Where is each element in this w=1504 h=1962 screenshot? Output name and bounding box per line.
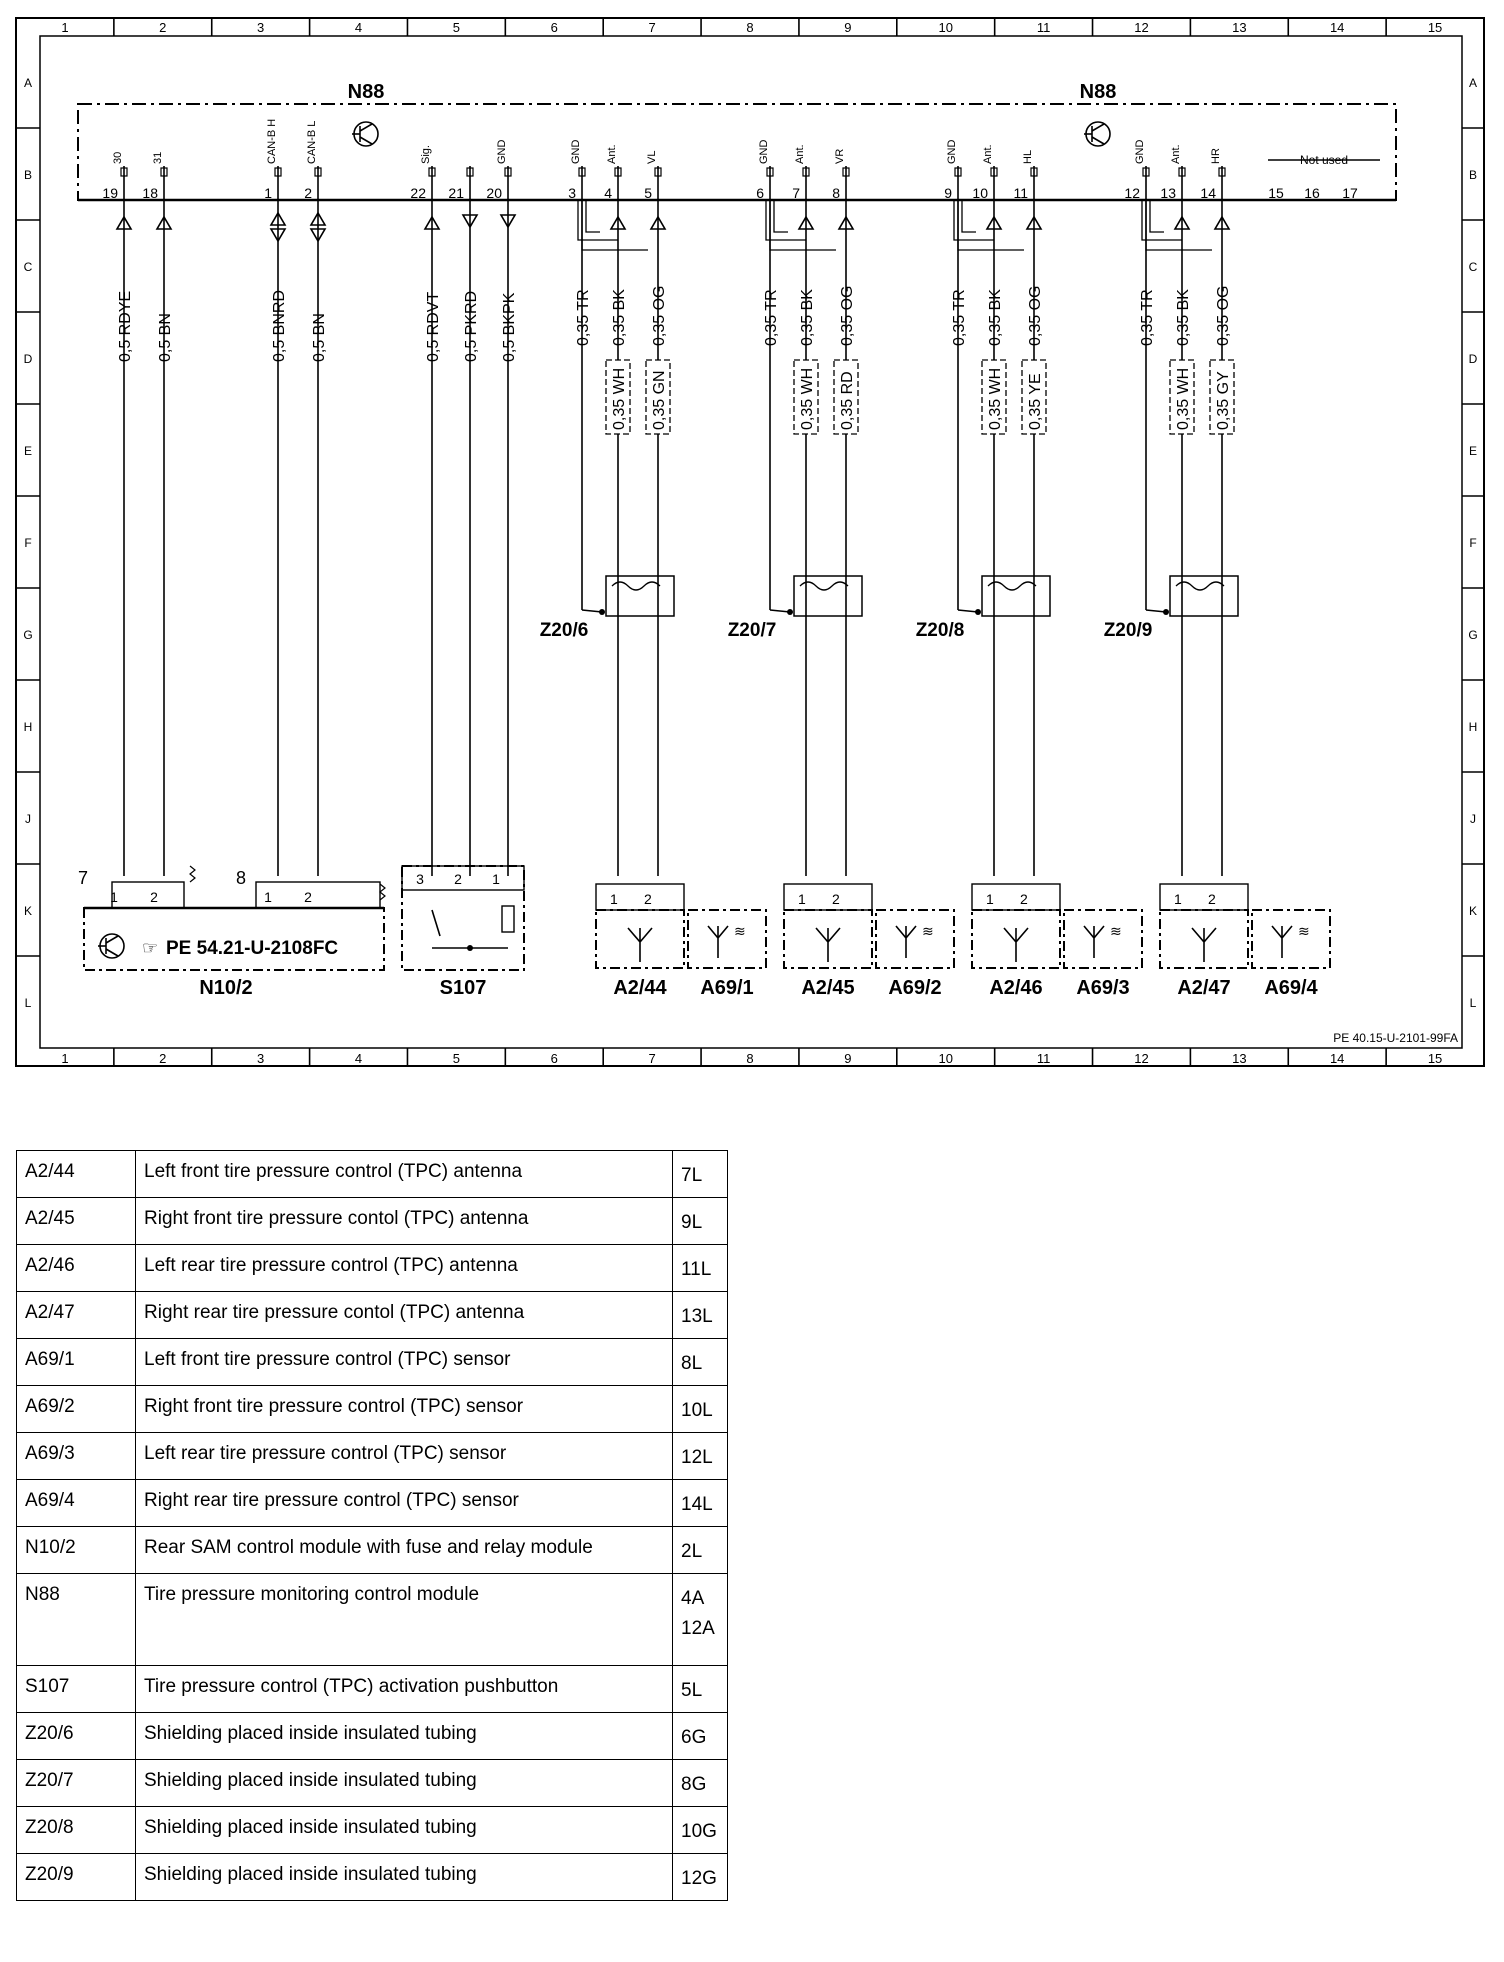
antenna-label: A2/46 (989, 977, 1043, 999)
legend-description: Rear SAM control module with fuse and relay module (136, 1527, 673, 1574)
n10-2-module (78, 866, 385, 999)
wire-shield-drain (582, 610, 602, 612)
pin-number: 10 (972, 185, 988, 201)
transistor-lead (1092, 137, 1104, 144)
connector-housing (112, 882, 184, 908)
legend-row (17, 1480, 728, 1527)
insulated-tubing (794, 576, 862, 616)
grid-location: 5L (681, 1680, 703, 1701)
wire-label: 0,35 WH (799, 367, 816, 430)
pin-terminal-label: VR (834, 148, 846, 164)
s107-label: S107 (439, 977, 487, 999)
wire-label: 0,5 RDYE (117, 290, 134, 362)
wire-label: 0,35 OG (651, 285, 668, 346)
wire-harness (102, 119, 1358, 876)
shield-ground-dot (975, 609, 981, 615)
grid-column-label: 9 (844, 20, 852, 35)
s107-switch (402, 866, 524, 999)
pin-terminal-label: 31 (152, 151, 164, 164)
wire-label: 0,35 WH (1175, 367, 1192, 430)
grid-column-label: 3 (257, 1051, 265, 1066)
legend-row (17, 1760, 728, 1807)
transistor-lead (360, 137, 372, 144)
wire-label: 0,35 BK (611, 289, 628, 346)
legend-code: A69/1 (17, 1339, 136, 1386)
sensor-label: A69/1 (700, 977, 754, 999)
legend-description: Tire pressure monitoring control module (136, 1574, 673, 1666)
grid-row-label: A (1468, 76, 1478, 90)
unused-pin-number: 17 (1342, 185, 1358, 201)
antenna-icon (1004, 928, 1028, 962)
legend-location (673, 1807, 728, 1854)
pin-number: 5 (644, 185, 652, 201)
legend-code: N10/2 (17, 1527, 136, 1574)
legend-location (673, 1245, 728, 1292)
grid-column-label: 15 (1427, 20, 1443, 35)
grid-column-label: 2 (159, 20, 167, 35)
grid-row-label: K (23, 904, 33, 918)
grid-column-label: 14 (1329, 1051, 1345, 1066)
insulated-tubing (982, 576, 1050, 616)
legend-location (673, 1854, 728, 1901)
pin-terminal-label: Ant. (982, 144, 994, 164)
wire-label: 0,35 TR (1139, 289, 1156, 346)
legend-code: A69/2 (17, 1386, 136, 1433)
pin-number: 18 (142, 185, 158, 201)
grid-column-label: 4 (354, 20, 363, 35)
legend-code: A2/45 (17, 1198, 136, 1245)
legend-description: Tire pressure control (TPC) activation pushbutton (136, 1666, 673, 1713)
shield-label: Z20/9 (1103, 620, 1153, 641)
grid-row-label: B (1468, 168, 1478, 182)
n88-label: N88 (347, 81, 385, 103)
grid-column-label: 1 (61, 1051, 69, 1066)
wire-label: 0,35 BK (799, 289, 816, 346)
legend-row (17, 1245, 728, 1292)
pin-number: 22 (410, 185, 426, 201)
grid-column-label: 12 (1134, 1051, 1149, 1066)
grid-column-label: 11 (1036, 1051, 1051, 1066)
legend-description: Right rear tire pressure control (TPC) sensor (136, 1480, 673, 1527)
insulated-tubing (606, 576, 674, 616)
pin-terminal-label: CAN-B H (266, 118, 278, 164)
shield-label: Z20/6 (539, 620, 589, 641)
grid-column-label: 10 (938, 1051, 953, 1066)
wire-label: 0,35 TR (951, 289, 968, 346)
grid-row-label: C (1468, 260, 1478, 274)
wire-shield-drain (770, 610, 790, 612)
legend-row (17, 1807, 728, 1854)
legend-location (673, 1151, 728, 1198)
pin-number: 1 (110, 889, 118, 905)
sensor-component (1252, 910, 1330, 999)
legend-row (17, 1854, 728, 1901)
grid-row-label: G (1468, 628, 1478, 642)
unused-pin-number: 16 (1304, 185, 1320, 201)
sensor-component (1064, 910, 1142, 999)
sensor-antenna-icon (896, 926, 916, 958)
legend-description: Left front tire pressure control (TPC) antenna (136, 1151, 673, 1198)
pin-number: 2 (454, 871, 462, 887)
sensor-label: A69/2 (888, 977, 942, 999)
grid-row-label: F (24, 536, 32, 550)
pin-number: 1 (986, 891, 994, 907)
grid-row-label: K (1468, 904, 1478, 918)
wave-icon: ≋ (922, 923, 934, 939)
grid-row-label: E (1468, 444, 1478, 458)
pin-number: 19 (102, 185, 118, 201)
pin-terminal-label: GND (758, 139, 770, 164)
pin-terminal-label: Ant. (794, 144, 806, 164)
pin-number: 20 (486, 185, 502, 201)
legend-code: S107 (17, 1666, 136, 1713)
sensor-label: A69/3 (1076, 977, 1130, 999)
antenna-icon (1192, 928, 1216, 962)
wave-icon: ≋ (1110, 923, 1122, 939)
transistor-lead (1092, 124, 1104, 131)
transistor-lead (360, 124, 372, 131)
grid-location: 8L (681, 1353, 703, 1374)
legend-row (17, 1198, 728, 1245)
legend-description: Shielding placed inside insulated tubing (136, 1760, 673, 1807)
sensor-component (876, 910, 954, 999)
grid-row-label: A (23, 76, 33, 90)
legend-location (673, 1574, 728, 1666)
junction-dot (467, 945, 473, 951)
grid-column-label: 13 (1232, 20, 1247, 35)
grid-location: 14L (681, 1494, 713, 1515)
antenna-icon (628, 928, 652, 962)
pin-number: 9 (944, 185, 952, 201)
pin-terminal-label: GND (496, 139, 508, 164)
connector-number: 7 (78, 868, 89, 888)
grid-location: 4A (681, 1588, 705, 1609)
pin-terminal-label: GND (570, 139, 582, 164)
tubing-wave (612, 582, 660, 590)
wave-icon: ≋ (1298, 923, 1310, 939)
pin-terminal-label: Ant. (606, 144, 618, 164)
grid-row-label: B (23, 168, 33, 182)
grid-column-label: 7 (648, 20, 656, 35)
pin-terminal-label: HR (1210, 148, 1222, 164)
pin-terminal-label: GND (1134, 139, 1146, 164)
grid-location: 12G (681, 1868, 717, 1889)
legend-description: Shielding placed inside insulated tubing (136, 1713, 673, 1760)
grid-row-label: G (23, 628, 33, 642)
legend-description: Shielding placed inside insulated tubing (136, 1807, 673, 1854)
wave-icon: ≋ (734, 923, 746, 939)
pin-terminal-label: 30 (112, 151, 124, 164)
grid-column-label: 6 (550, 1051, 558, 1066)
sensor-component (688, 910, 766, 999)
tubing-wave (1176, 582, 1224, 590)
grid-column-label: 2 (159, 1051, 167, 1066)
grid-column-label: 12 (1134, 20, 1149, 35)
legend-location (673, 1713, 728, 1760)
legend-row (17, 1433, 728, 1480)
pin-number: 11 (1013, 185, 1028, 201)
legend-location (673, 1339, 728, 1386)
wire-label: 0,5 BNRD (271, 289, 288, 362)
sensor-box (1064, 910, 1142, 968)
tubing-wave (800, 582, 848, 590)
unused-pin-number: 15 (1268, 185, 1284, 201)
legend-code: A2/44 (17, 1151, 136, 1198)
pin-number: 2 (1020, 891, 1028, 907)
grid-column-label: 6 (550, 20, 558, 35)
wire-label: 0,35 OG (1215, 285, 1232, 346)
legend-row (17, 1292, 728, 1339)
sensor-box (1252, 910, 1330, 968)
wire-label: 0,5 RDVT (425, 291, 442, 362)
legend-code: A69/4 (17, 1480, 136, 1527)
shield-ground-dot (599, 609, 605, 615)
pin-terminal-label: VL (646, 150, 658, 164)
component-legend-table (16, 1150, 728, 1901)
legend-code: N88 (17, 1574, 136, 1666)
wire-label: 0,35 BK (987, 289, 1004, 346)
transistor-lead (106, 936, 118, 943)
legend-code: A2/47 (17, 1292, 136, 1339)
wire-label: 0,35 WH (611, 367, 628, 430)
legend-description: Right front tire pressure contol (TPC) antenna (136, 1198, 673, 1245)
legend-location (673, 1527, 728, 1574)
antenna-label: A2/47 (1177, 977, 1231, 999)
transistor-icon (352, 122, 378, 146)
pin-number: 2 (150, 889, 158, 905)
pin-number: 21 (448, 185, 464, 201)
led-resistor-icon (502, 906, 514, 932)
insulated-tubing (1170, 576, 1238, 616)
legend-location (673, 1760, 728, 1807)
legend-row (17, 1574, 728, 1666)
wire-label: 0,35 WH (987, 367, 1004, 430)
legend-description: Right front tire pressure control (TPC) sensor (136, 1386, 673, 1433)
legend-code: A2/46 (17, 1245, 136, 1292)
pin-number: 12 (1124, 185, 1140, 201)
legend-row (17, 1339, 728, 1386)
pin-number: 8 (832, 185, 840, 201)
pin-number: 7 (792, 185, 800, 201)
pin-number: 1 (264, 185, 272, 201)
legend-location (673, 1198, 728, 1245)
grid-location: 8G (681, 1774, 707, 1795)
legend-location (673, 1480, 728, 1527)
grid-column-label: 8 (746, 1051, 754, 1066)
shield-ground-dot (787, 609, 793, 615)
grid-column-label: 1 (61, 20, 69, 35)
legend-description: Left rear tire pressure control (TPC) sensor (136, 1433, 673, 1480)
legend-code: Z20/9 (17, 1854, 136, 1901)
document-number: PE 40.15-U-2101-99FA (1333, 1031, 1458, 1045)
grid-column-label: 13 (1232, 1051, 1247, 1066)
connector-housing (256, 882, 380, 908)
legend-description: Left rear tire pressure control (TPC) antenna (136, 1245, 673, 1292)
grid-location: 2L (681, 1541, 703, 1562)
tubing-wave (988, 582, 1036, 590)
grid-row-label: E (23, 444, 33, 458)
connector-number: 8 (236, 868, 247, 888)
legend-row (17, 1527, 728, 1574)
pin-number: 14 (1200, 185, 1216, 201)
grid-column-label: 3 (257, 20, 265, 35)
shield-ground-dot (1163, 609, 1169, 615)
legend-row (17, 1666, 728, 1713)
grid-location: 9L (681, 1212, 703, 1233)
antenna-component (1160, 884, 1248, 999)
wire-label: 0,5 BKPK (501, 292, 518, 362)
grid-column-label: 5 (452, 20, 461, 35)
grid-location: 6G (681, 1727, 707, 1748)
grid-location: 13L (681, 1306, 713, 1327)
wire-label: 0,35 GN (651, 370, 668, 430)
grid-location: 12A (681, 1618, 715, 1639)
legend-location (673, 1292, 728, 1339)
antenna-icon (816, 928, 840, 962)
grid-column-label: 10 (938, 20, 953, 35)
wire-label: 0,5 BN (157, 313, 174, 362)
wire-label: 0,5 BN (311, 313, 328, 362)
grid-column-label: 15 (1427, 1051, 1443, 1066)
wire-label: 0,35 YE (1027, 373, 1044, 430)
legend-row (17, 1713, 728, 1760)
pin-number: 1 (798, 891, 806, 907)
pin-number: 1 (492, 871, 500, 887)
pin-terminal-label: Sig. (420, 145, 432, 164)
wire-label: 0,35 TR (763, 289, 780, 346)
pin-terminal-label: Ant. (1170, 144, 1182, 164)
grid-location: 10G (681, 1821, 717, 1842)
grid-row-label: H (23, 720, 33, 734)
not-used-label: Not used (1299, 153, 1349, 167)
grid-row-label: D (1468, 352, 1478, 366)
pin-number: 2 (304, 889, 312, 905)
pin-number: 2 (1208, 891, 1216, 907)
antenna-component (972, 884, 1060, 999)
pin-terminal-label: HL (1022, 149, 1034, 164)
pin-number: 3 (416, 871, 424, 887)
sensor-box (876, 910, 954, 968)
wire-shield-drain (958, 610, 978, 612)
pin-number: 2 (644, 891, 652, 907)
resistor-icon (380, 884, 385, 900)
grid-location: 7L (681, 1165, 703, 1186)
grid-row-label: F (1469, 536, 1477, 550)
wire-label: 0,35 OG (839, 285, 856, 346)
components (78, 866, 1330, 999)
sensor-antenna-icon (1084, 926, 1104, 958)
antenna-label: A2/44 (613, 977, 667, 999)
pin-number: 6 (756, 185, 764, 201)
shield-label: Z20/8 (915, 620, 965, 641)
pin-terminal-label: CAN-B L (306, 120, 318, 164)
grid-column-label: 4 (354, 1051, 363, 1066)
sensor-antenna-icon (1272, 926, 1292, 958)
pin-number: 13 (1160, 185, 1176, 201)
wire-label: 0,5 PKRD (463, 290, 480, 362)
sensor-box (688, 910, 766, 968)
grid-location: 10L (681, 1400, 713, 1421)
legend-code: Z20/7 (17, 1760, 136, 1807)
grid-column-label: 5 (452, 1051, 461, 1066)
legend-location (673, 1433, 728, 1480)
grid-row-label: H (1468, 720, 1478, 734)
sensor-antenna-icon (708, 926, 728, 958)
wire-label: 0,35 RD (839, 371, 856, 430)
grid-location: 12L (681, 1447, 713, 1468)
pin-terminal-label: GND (946, 139, 958, 164)
sensor-label: A69/4 (1264, 977, 1318, 999)
shield-label: Z20/7 (727, 620, 777, 641)
legend-description: Left front tire pressure control (TPC) sensor (136, 1339, 673, 1386)
grid-row-label: L (1469, 996, 1477, 1010)
legend-location (673, 1666, 728, 1713)
wire-label: 0,35 BK (1175, 289, 1192, 346)
transistor-icon (1084, 122, 1110, 146)
n10-2-label: N10/2 (199, 977, 253, 999)
antenna-label: A2/45 (801, 977, 855, 999)
grid-column-label: 11 (1036, 20, 1051, 35)
grid-location: 11L (681, 1259, 712, 1280)
legend-row (17, 1386, 728, 1433)
transistor-lead (106, 949, 118, 956)
wire-label: 0,35 GY (1215, 371, 1232, 430)
transistor-icon (98, 934, 124, 958)
grid-column-label: 7 (648, 1051, 656, 1066)
grid-row-label: J (25, 812, 31, 826)
grid-column-label: 8 (746, 20, 754, 35)
legend-code: Z20/8 (17, 1807, 136, 1854)
grid-column-label: 9 (844, 1051, 852, 1066)
pin-number: 4 (604, 185, 612, 201)
pin-number: 1 (264, 889, 272, 905)
reference-icon: ☞ (142, 938, 159, 958)
legend-code: Z20/6 (17, 1713, 136, 1760)
grid-row-label: J (1470, 812, 1476, 826)
wire-label: 0,35 OG (1027, 285, 1044, 346)
n88-label: N88 (1079, 81, 1117, 103)
grid-row-label: C (23, 260, 33, 274)
legend-location (673, 1386, 728, 1433)
pin-number: 2 (304, 185, 312, 201)
grid-row-label: D (23, 352, 33, 366)
legend-description: Shielding placed inside insulated tubing (136, 1854, 673, 1901)
legend-row (17, 1151, 728, 1198)
legend-code: A69/3 (17, 1433, 136, 1480)
grid-column-label: 14 (1329, 20, 1345, 35)
pin-number: 3 (568, 185, 576, 201)
wire-shield-drain (1146, 610, 1166, 612)
antenna-component (596, 884, 684, 999)
resistor-icon (190, 866, 195, 882)
wire-label: 0,35 TR (575, 289, 592, 346)
legend-description: Right rear tire pressure contol (TPC) antenna (136, 1292, 673, 1339)
grid-row-label: L (24, 996, 32, 1010)
antenna-component (784, 884, 872, 999)
pin-number: 1 (610, 891, 618, 907)
pin-number: 2 (832, 891, 840, 907)
switch-contact (432, 910, 440, 936)
n10-2-reference: PE 54.21-U-2108FC (166, 938, 339, 959)
pin-number: 1 (1174, 891, 1182, 907)
